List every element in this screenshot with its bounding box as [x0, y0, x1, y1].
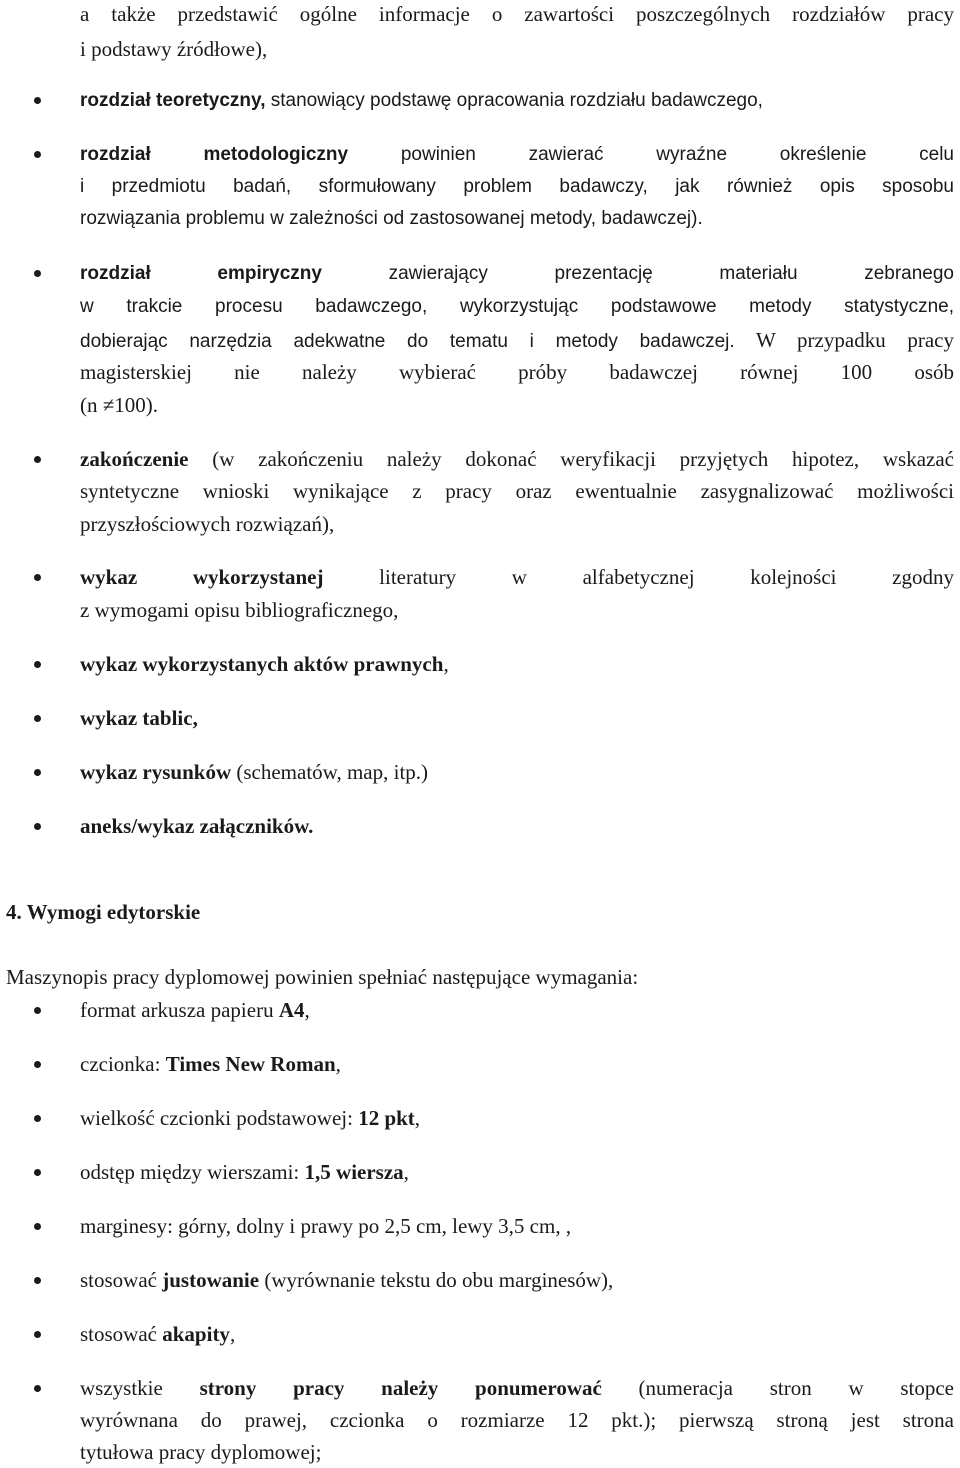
item-text: (schematów, map, itp.) [231, 760, 429, 784]
bullet-icon [34, 1169, 41, 1176]
bullet-icon [34, 1115, 41, 1122]
item-text: literatury w alfabetycznej kolejności zgodny [323, 565, 954, 589]
req-bold: A4 [278, 998, 305, 1022]
item-bold: wykaz wykorzystanych aktów prawnych [80, 652, 444, 676]
req-bold: strony pracy należy ponumerować [199, 1376, 602, 1400]
req-format [80, 1000, 960, 1021]
req-bold: justowanie [162, 1268, 260, 1292]
req-text: odstęp między wierszami: [80, 1160, 305, 1184]
bullet-icon [34, 1061, 41, 1068]
bullet-icon [34, 1223, 41, 1230]
item-bold: wykaz tablic, [80, 706, 198, 730]
req-strony-line-1 [80, 1378, 954, 1399]
bullet-icon [34, 823, 41, 830]
list-item-empiryczny-line-2: w trakcie procesu badawczego, wykorzystując podstawowe metody statystyczne, [80, 296, 954, 317]
bullet-icon [34, 151, 41, 158]
list-item-empiryczny-line-3 [80, 330, 954, 351]
req-odstep [80, 1162, 960, 1183]
req-text: format arkusza papieru [80, 998, 279, 1022]
req-text: , [229, 1322, 236, 1346]
list-item-empiryczny-line-5: (n ≠100). [80, 393, 159, 417]
item-text: (w zakończeniu należy dokonać weryfikacji przyjętych hipotez, wskazać [188, 447, 954, 471]
req-text: czcionka: [80, 1052, 166, 1076]
req-bold: 1,5 wiersza [304, 1160, 404, 1184]
req-text: , [304, 998, 310, 1022]
section-heading: 4. Wymogi edytorskie [6, 900, 201, 924]
bullet-icon [34, 270, 41, 277]
item-text: , [443, 652, 449, 676]
item-bold: aneks/wykaz załączników. [80, 814, 314, 838]
list-item-metodologiczny-line-2: i przedmiotu badań, sformułowany problem badawczy, jak również opis sposobu [80, 176, 954, 197]
list-item-metodologiczny-line-3: rozwiązania problemu w zależności od zastosowanej metody, badawczej). [80, 208, 703, 229]
list-item-tablice [80, 708, 960, 729]
item-bold: zakończenie [80, 447, 189, 471]
item-bold: rozdział metodologiczny [80, 144, 349, 165]
req-wielkosc [80, 1108, 960, 1129]
bullet-icon [34, 769, 41, 776]
item-bold: rozdział empiryczny [80, 263, 322, 284]
bullet-icon [34, 97, 41, 104]
req-text: , [414, 1106, 421, 1130]
req-text: , [335, 1052, 341, 1076]
item-text: W przypadku pracy [734, 328, 954, 352]
req-text: , [403, 1160, 409, 1184]
req-strony-line-3: tytułowa pracy dyplomowej; [80, 1440, 322, 1464]
bullet-icon [34, 1277, 41, 1284]
item-bold: rozdział teoretyczny, [80, 90, 266, 111]
bullet-icon [34, 715, 41, 722]
bullet-icon [34, 1331, 41, 1338]
list-item-metodologiczny-line-1 [80, 145, 954, 164]
list-item-zakonczenie-line-1 [80, 449, 954, 470]
req-strony-line-2: wyrównana do prawej, czcionka o rozmiarze 12 pkt.); pierwszą stroną jest strona [80, 1408, 954, 1432]
list-item-aneks [80, 816, 960, 837]
req-czcionka [80, 1054, 960, 1075]
item-bold: wykaz rysunków [80, 760, 232, 784]
bullet-icon [34, 574, 41, 581]
list-item-zakonczenie-line-2: syntetyczne wnioski wynikające z pracy oraz ewentualnie zasygnalizować możliwości [80, 479, 954, 503]
list-item-literatura-line-2: z wymogami opisu bibliograficznego, [80, 598, 399, 622]
req-text: wszystkie [80, 1376, 200, 1400]
req-text: (numeracja stron w stopce [601, 1376, 954, 1400]
list-item-zakonczenie-line-3: przyszłościowych rozwiązań), [80, 512, 335, 536]
req-akapity [80, 1324, 960, 1345]
item-text: powinien zawierać wyraźne określenie celu [348, 144, 954, 165]
req-text: stosować [80, 1268, 163, 1292]
bullet-icon [34, 661, 41, 668]
item-text: stanowiący podstawę opracowania rozdziału badawczego, [265, 90, 763, 111]
req-text: stosować [80, 1322, 163, 1346]
item-text-sans: dobierając narzędzia adekwatne do tematu i metody badawczej. [80, 331, 735, 352]
list-item-empiryczny-line-4: magisterskiej nie należy wybierać próby badawczej równej 100 osób [80, 360, 954, 384]
bullet-icon [34, 1007, 41, 1014]
req-justowanie [80, 1270, 960, 1291]
list-item-rysunki [80, 762, 960, 783]
req-text: (wyrównanie tekstu do obu marginesów), [259, 1268, 614, 1292]
intro-line-1: a także przedstawić ogólne informacje o zawartości poszczególnych rozdziałów pracy [80, 2, 954, 26]
bullet-icon [34, 1385, 41, 1392]
item-bold: wykaz wykorzystanej [80, 565, 324, 589]
req-bold: akapity [162, 1322, 230, 1346]
item-text: zawierający prezentację materiału zebranego [321, 263, 954, 284]
list-item-teoretyczny [80, 91, 960, 110]
req-bold: Times New Roman [165, 1052, 336, 1076]
req-text: wielkość czcionki podstawowej: [80, 1106, 359, 1130]
req-bold: 12 pkt [358, 1106, 415, 1130]
bullet-icon [34, 456, 41, 463]
req-marginesy: marginesy: górny, dolny i prawy po 2,5 cm, lewy 3,5 cm, , [80, 1214, 572, 1238]
list-item-akty [80, 654, 960, 675]
section-lead: Maszynopis pracy dyplomowej powinien spełniać następujące wymagania: [6, 965, 639, 989]
list-item-empiryczny-line-1 [80, 264, 954, 283]
list-item-literatura-line-1 [80, 567, 954, 588]
intro-line-2: i podstawy źródłowe), [80, 37, 268, 61]
